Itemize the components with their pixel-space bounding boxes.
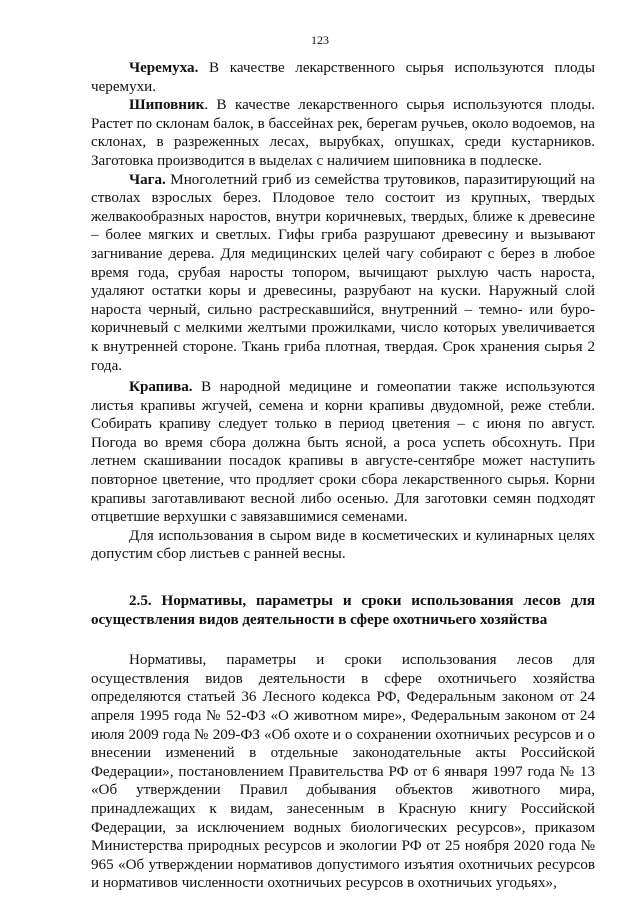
term-krapiva: Крапива. (129, 379, 193, 396)
section-body: Нормативы, параметры и сроки использования лесов для осуществления видов деятельности в сфере охотничьего хозяйства определяются статьей 36 Лесного кодекса РФ, Федеральным законом от 24 апреля 1995 года № 52-ФЗ «О животном мире», Федеральным законом от 24 июля 2009 года № 209-ФЗ «Об охоте и о сохранении охотничьих ресурсов и о внесении изменений в отдельные законодательные акты Российской Федерации», постановлением Правительства РФ от 6 января 1997 года № 13 «Об утверждении Правил добывания объектов животного мира, принадлежащих к видам, занесенным в Красную книгу Российской Федерации, за исключением водных биологических ресурсов», приказом Министерства природных ресурсов и экологии РФ от 25 ноября 2020 года № 965 «Об утверждении нормативов допустимого изъятия охотничьих ресурсов и нормативов численности охотничьих ресурсов в охотничьих угодьях», (91, 652, 595, 892)
term-shipovnik: Шиповник (129, 97, 205, 114)
page-number: 123 (311, 33, 329, 47)
paragraph-shipovnik (91, 96, 595, 170)
paragraph-cheremukha (91, 59, 595, 96)
section-heading: 2.5. Нормативы, параметры и сроки использования лесов для осуществления видов деятельности в сфере охотничьего хозяйства (91, 593, 595, 628)
text-shipovnik: . В качестве лекарственного сырья используются плоды. Растет по склонам балок, в бассейнах рек, берегам ручьев, около водоемов, на склонах, в разреженных лесах, вырубках, опушках, среди кустарников. Заготовка производится в выделах с наличием шиповника в подлеске. (91, 97, 595, 169)
text-krapiva: В народной медицине и гомеопатии также используются листья крапивы жгучей, семена и корни крапивы двудомной, реже стебли. Собирать крапиву следует только в период цветения – с июня по август. Погода во время сбора должна быть ясной, а роса успеть обсохнуть. При летнем скашивании посадок крапивы в августе-сентябре может наступить повторное цветение, что продляет сроки сбора лекарственного сырья. Корни крапивы заготавливают весной либо осенью. Для заготовки семян подходят отцветшие верхушки с завязавшимися семенами. (91, 379, 595, 526)
paragraph-krapiva (91, 378, 595, 527)
term-chaga: Чага. (129, 171, 166, 188)
paragraph-raw-use: Для использования в сыром виде в косметических и кулинарных целях допустим сбор листьев с ранней весны. (91, 527, 595, 563)
text-chaga: Многолетний гриб из семейства трутовиков, паразитирующий на стволах взрослых берез. Плодовое тело состоит из крупных, твердых желвакообразных наростов, внутри коричневых, твердых, ближе к древесине – более мягких и светлых. Гифы гриба разрушают древесину и вызывают загнивание дерева. Для медицинских целей чагу собирают с берез в любое время года, срубая наросты топором, вычищают рыхлую часть нароста, удаляют остатки коры и древесины, разрубают на куски. Наружный слой нароста черный, сильно растрескавшийся, внутренний – темно- или буро-коричневый с мелкими желтыми прожилками, число которых увеличивается к внутренней стороне. Ткань гриба плотная, твердая. Срок хранения сырья 2 года. (91, 171, 595, 374)
term-cheremukha: Черемуха. (129, 60, 199, 76)
text-cheremukha: В качестве лекарственного сырья используются плоды черемухи. (91, 60, 595, 95)
document-body (91, 59, 595, 893)
paragraph-chaga (91, 171, 595, 376)
